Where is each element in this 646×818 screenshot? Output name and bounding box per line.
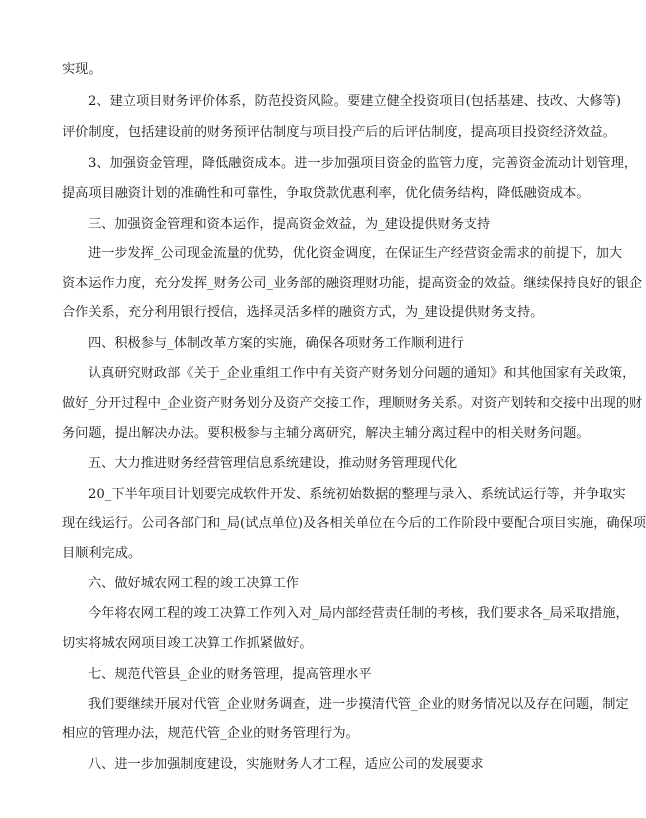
text-line: 3、加强资金管理，降低融资成本。进一步加强项目资金的监管力度，完善资金流动计划管理， [88, 156, 638, 171]
text-line: 20_下半年项目计划要完成软件开发、系统初始数据的整理与录入、系统试运行等，并争取实 [88, 487, 626, 502]
text-line: 2、建立项目财务评价体系，防范投资风险。要建立健全投资项目(包括基建、技改、大修等) [88, 94, 621, 109]
text-line: 资本运作力度，充分发挥_财务公司_业务部的融资理财功能，提高资金的效益。继续保持良好的银企 [62, 276, 643, 291]
section-heading: 六、做好城农网工程的竣工决算工作 [88, 576, 299, 591]
text-line: 目顺利完成。 [62, 546, 142, 561]
text-line: 进一步发挥_公司现金流量的优势，优化资金调度，在保证生产经营资金需求的前提下，加大 [88, 246, 623, 261]
section-heading: 八、进一步加强制度建设，实施财务人才工程，适应公司的发展要求 [88, 757, 484, 772]
text-line: 认真研究财政部《关于_企业重组工作中有关资产财务划分问题的通知》和其他国家有关政策， [88, 366, 636, 381]
text-line: 今年将农网工程的竣工决算工作列入对_局内部经营责任制的考核，我们要求各_局采取措施， [88, 606, 629, 621]
section-heading: 五、大力推进财务经营管理信息系统建设，推动财务管理现代化 [88, 456, 458, 471]
text-line: 我们要继续开展对代管_企业财务调查，进一步摸清代管_企业的财务情况以及存在问题，制定 [88, 697, 629, 712]
text-line: 提高项目融资计划的准确性和可靠性，争取贷款优惠利率，优化债务结构，降低融资成本。 [62, 186, 590, 201]
text-line: 做好_分开过程中_企业资产财务划分及资产交接工作，理顺财务关系。对资产划转和交接中出现的财 [62, 396, 643, 411]
text-line: 相应的管理办法，规范代管_企业的财务管理行为。 [62, 726, 359, 741]
text-line: 评价制度，包括建设前的财务预评估制度与项目投产后的后评估制度，提高项目投资经济效益。 [62, 125, 616, 140]
text-line: 切实将城农网项目竣工决算工作抓紧做好。 [62, 636, 313, 651]
text-line: 实现。 [62, 62, 102, 77]
text-line: 合作关系，充分利用银行授信，选择灵活多样的融资方式，为_建设提供财务支持。 [62, 305, 544, 320]
text-line: 现在线运行。公司各部门和_局(试点单位)及各相关单位在今后的工作阶段中要配合项目实施，确保项 [62, 516, 646, 531]
text-line: 务问题，提出解决办法。要积极参与主辅分离研究，解决主辅分离过程中的相关财务问题。 [62, 426, 590, 441]
section-heading: 四、积极参与_体制改革方案的实施，确保各项财务工作顺利进行 [88, 336, 464, 351]
section-heading: 七、规范代管县_企业的财务管理，提高管理水平 [88, 667, 372, 682]
section-heading: 三、加强资金管理和资本运作，提高资金效益，为_建设提供财务支持 [88, 217, 491, 232]
